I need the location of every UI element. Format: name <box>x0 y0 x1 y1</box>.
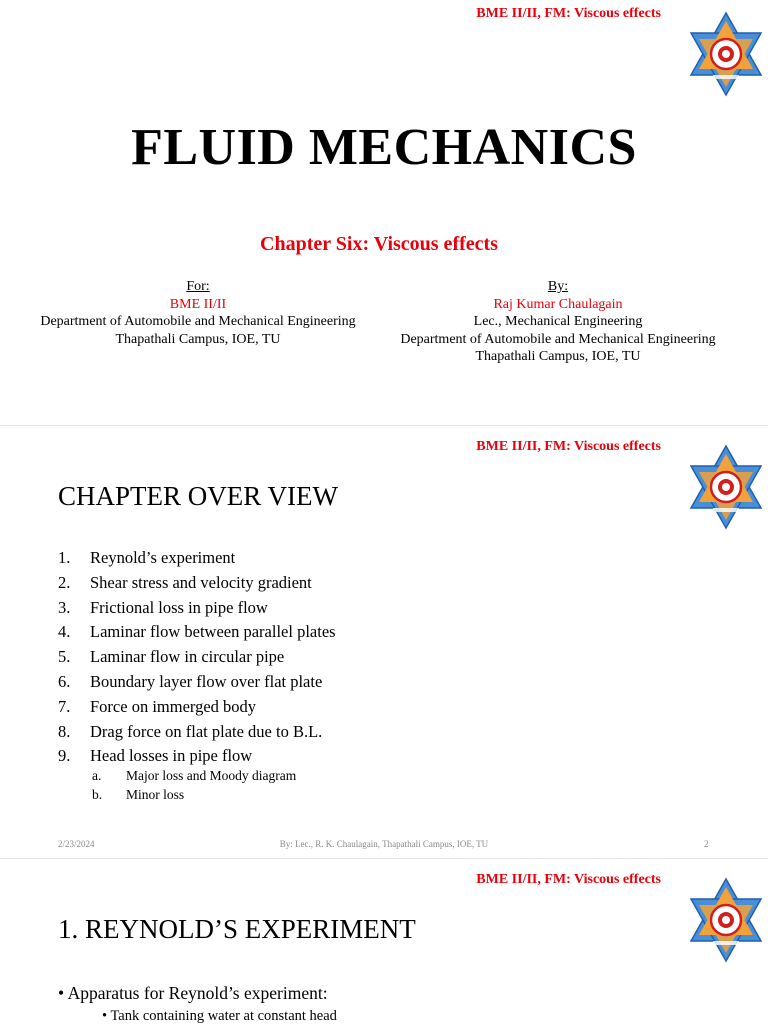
bullet-icon: • <box>102 1008 108 1024</box>
footer-date: 2/23/2024 <box>58 839 95 849</box>
footer-author: By: Lec., R. K. Chaulagain, Thapathali Campus, IOE, TU <box>279 839 489 849</box>
list-item: 7. Force on immerged body <box>58 696 257 716</box>
bullet-item: • Apparatus for Reynold’s experiment: <box>58 983 328 1003</box>
for-campus: Thapathali Campus, IOE, TU <box>115 331 281 347</box>
author-name: Raj Kumar Chaulagain <box>493 296 623 312</box>
page-number: 2 <box>704 839 709 849</box>
list-item: 1. Reynold’s experiment <box>58 548 236 567</box>
course-title: FLUID MECHANICS <box>131 119 637 176</box>
bullet-icon: • <box>58 983 65 1003</box>
sub-topic-list <box>92 767 296 804</box>
author-department: Department of Automobile and Mechanical Engineering <box>400 331 716 347</box>
title-slide <box>0 0 768 418</box>
for-label: For: <box>186 279 210 294</box>
university-logo-icon <box>689 877 763 963</box>
for-department: Department of Automobile and Mechanical Engineering <box>40 314 356 329</box>
chapter-title: Chapter Six: Viscous effects <box>260 233 498 255</box>
author-campus: Thapathali Campus, IOE, TU <box>475 349 641 364</box>
list-item: 5. Laminar flow in circular pipe <box>58 647 285 667</box>
for-block <box>22 278 374 348</box>
list-item: a. Major loss and Moody diagram <box>92 768 297 783</box>
university-logo-icon <box>689 444 763 530</box>
author-position: Lec., Mechanical Engineering <box>473 314 643 329</box>
overview-slide <box>0 433 768 853</box>
university-logo-icon <box>689 11 763 97</box>
list-item: b. Minor loss <box>92 786 185 802</box>
by-block <box>384 278 732 366</box>
list-item: 9. Head losses in pipe flow <box>58 746 253 766</box>
slide-header-label: BME II/II, FM: Viscous effects <box>476 6 661 21</box>
list-item: 4. Laminar flow between parallel plates <box>58 622 336 642</box>
list-item: 3. Frictional loss in pipe flow <box>58 597 268 617</box>
slide-header-label: BME II/II, FM: Viscous effects <box>476 872 661 887</box>
reynolds-slide <box>0 866 768 1024</box>
slide-heading: 1. REYNOLD’S EXPERIMENT <box>58 914 416 944</box>
slide-heading: CHAPTER OVER VIEW <box>58 481 338 511</box>
topic-list <box>58 546 336 769</box>
slide-divider <box>0 858 768 859</box>
list-item: 6. Boundary layer flow over flat plate <box>58 671 323 691</box>
sub-bullet-item: • Tank containing water at constant head <box>102 1008 337 1024</box>
for-class: BME II/II <box>169 296 227 312</box>
by-label: By: <box>547 279 569 294</box>
slide-header-label: BME II/II, FM: Viscous effects <box>476 439 661 454</box>
list-item: 8. Drag force on flat plate due to B.L. <box>58 721 323 741</box>
list-item: 2. Shear stress and velocity gradient <box>58 572 312 592</box>
slide-divider <box>0 425 768 426</box>
